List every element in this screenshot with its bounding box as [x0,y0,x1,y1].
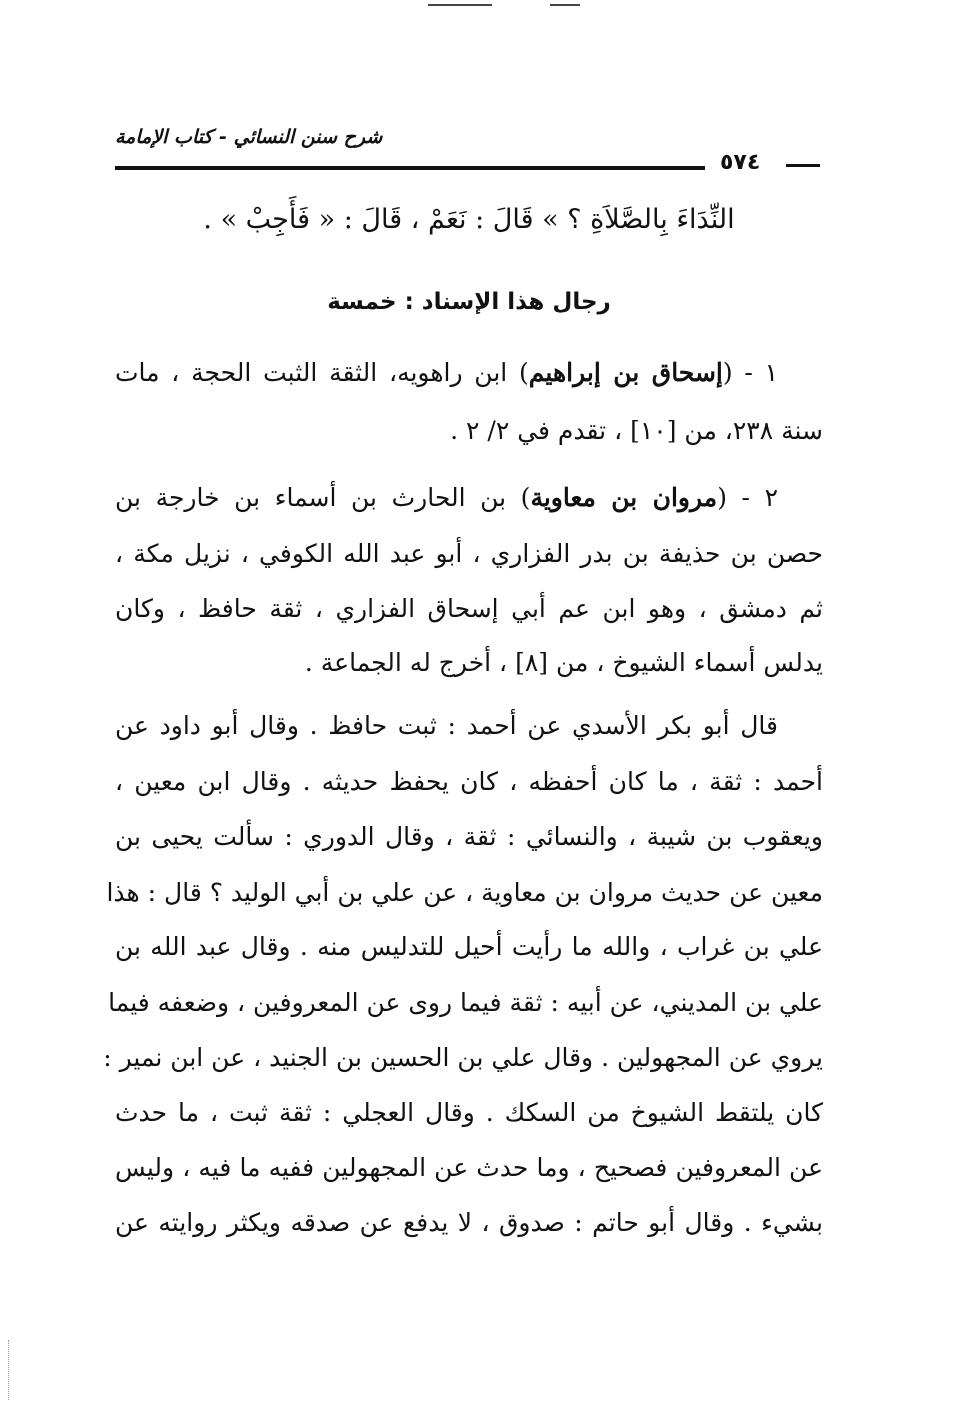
entry-text: ) ابن راهويه، الثقة الثبت الحجة ، مات [115,358,529,387]
text-line [115,355,823,391]
page-number-block [712,150,822,180]
text-line: علي بن غراب ، والله ما رأيت أحيل للتدليس منه . وقال عبد الله بن [115,932,823,961]
text-line: قال أبو بكر الأسدي عن أحمد : ثبت حافظ . وقال أبو داود عن [115,711,778,740]
text-line: كان يلتقط الشيوخ من السكك . وقال العجلي : ثقة ثبت ، ما حدث [115,1098,823,1127]
text-line: أحمد : ثقة ، ما كان أحفظه ، كان يحفظ حديثه . وقال ابن معين ، [115,767,823,796]
text-line: علي بن المديني، عن أبيه : ثقة فيما روى عن المعروفين ، وضعفه فيما [108,988,823,1017]
text-line: ويعقوب بن شيبة ، والنسائي : ثقة ، وقال الدوري : سألت يحيى بن [115,822,823,851]
text-line: معين عن حديث مروان بن معاوية ، عن علي بن أبي الوليد ؟ قال : هذا [106,878,823,907]
text-line: يدلس أسماء الشيوخ ، من [٨] ، أخرج له الجماعة . [304,648,823,677]
text-line: سنة ٢٣٨، من [١٠] ، تقدم في ٢/ ٢ . [450,416,823,445]
text-line [115,480,823,516]
narrator-name: مروان بن معاوية [530,483,718,512]
narrator-name: إسحاق بن إبراهيم [528,358,723,387]
page-number: ٥٧٤ [720,150,761,175]
scan-artifact-line [428,4,492,6]
text-line: عن المعروفين فصحيح ، وما حدث عن المجهولين ففيه ما فيه ، وليس [115,1153,823,1182]
scan-artifact-line [550,4,580,6]
entry-number: ٢ - ( [717,483,778,512]
entry-number: ١ - ( [722,358,778,387]
text-line: ثم دمشق ، وهو ابن عم أبي إسحاق الفزاري ، ثقة حافظ ، وكان [115,594,823,623]
header-rule [115,166,705,170]
page-number-dash [786,164,820,167]
section-heading: رجال هذا الإسناد : خمسة [327,289,611,315]
book-title: شرح سنن النسائي - كتاب الإمامة [115,126,383,148]
text-line: يروي عن المجهولين . وقال علي بن الحسين بن الجنيد ، عن ابن نمير : [103,1043,823,1072]
hadith-ending: النِّدَاءَ بِالصَّلاَةِ ؟ » قَالَ : نَعَمْ ، قَالَ : « فَأَجِبْ » . [203,204,735,235]
scan-edge-artifact [8,1340,11,1400]
entry-text: ) بن الحارث بن أسماء بن خارجة بن [115,483,531,512]
text-line: حصن بن حذيفة بن بدر الفزاري ، أبو عبد الله الكوفي ، نزيل مكة ، [115,539,823,568]
text-line: بشيء . وقال أبو حاتم : صدوق ، لا يدفع عن صدقه ويكثر روايته عن [115,1208,823,1237]
